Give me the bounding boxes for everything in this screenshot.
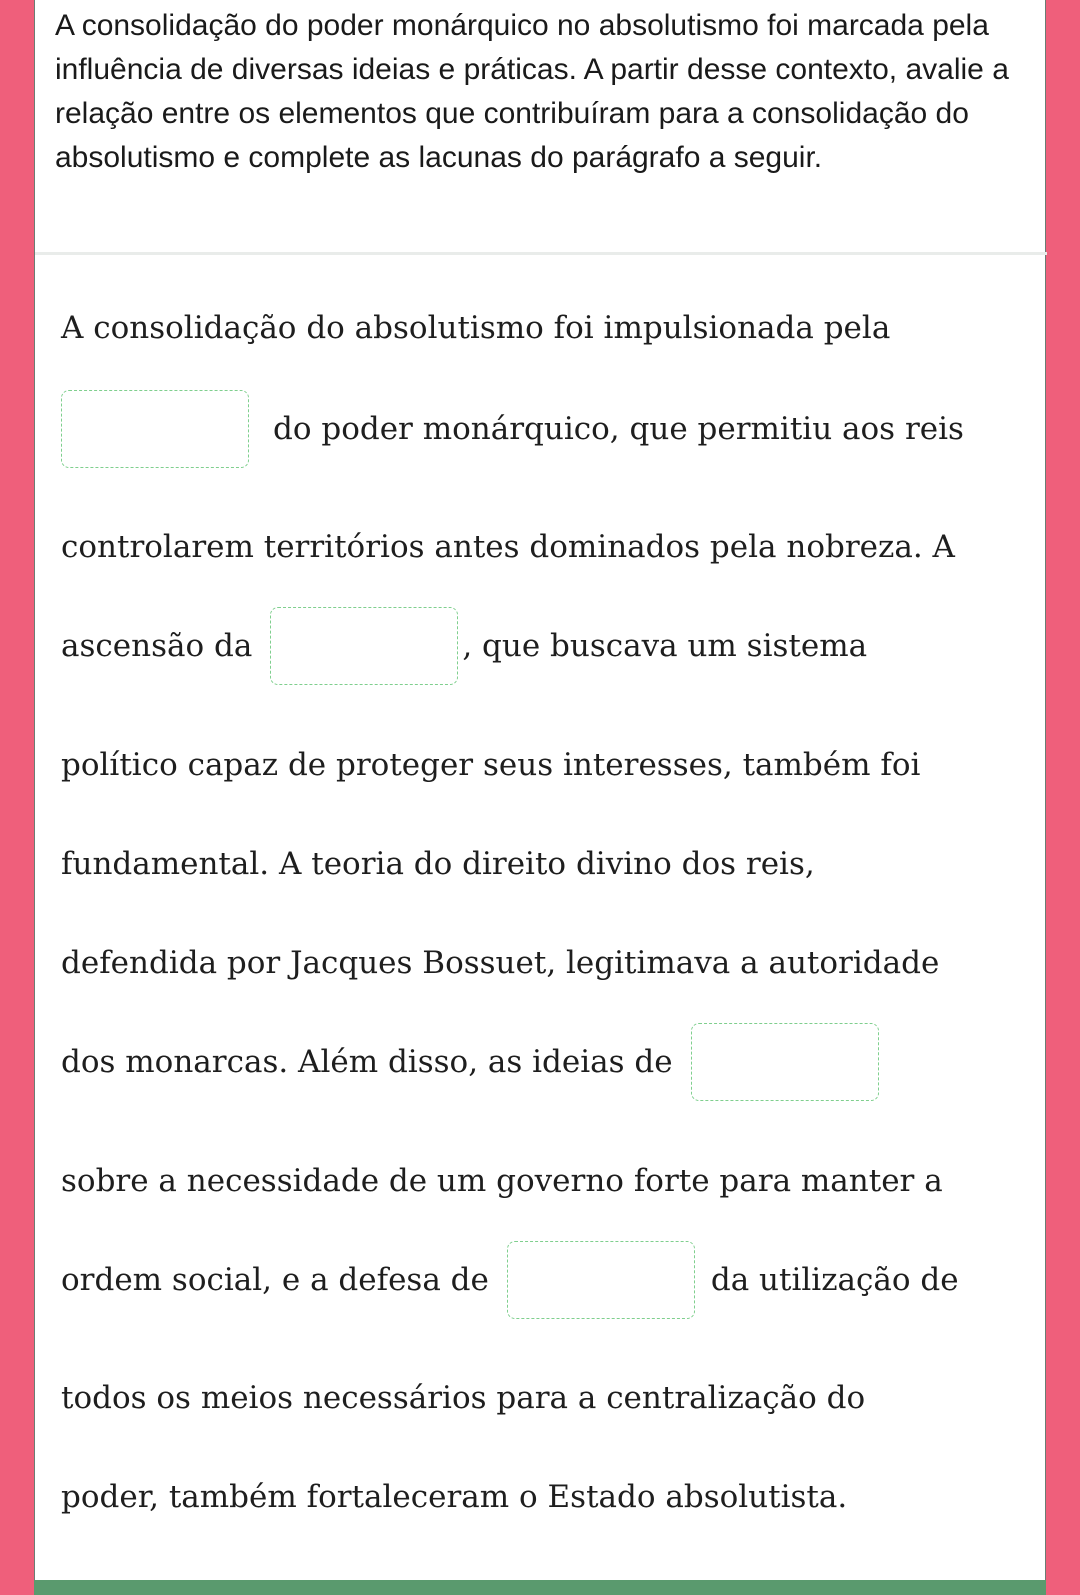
blank-slot-1[interactable]	[61, 390, 249, 468]
paragraph-line	[61, 626, 867, 666]
paragraph-line	[61, 1161, 943, 1201]
paragraph-line	[61, 1477, 847, 1517]
paragraph-text: controlarem territórios antes dominados pela nobreza. A	[61, 529, 955, 565]
paragraph-line	[61, 409, 964, 449]
paragraph-line	[61, 943, 939, 983]
paragraph-text: poder, também fortaleceram o Estado absolutista.	[61, 1479, 848, 1515]
paragraph-line	[61, 308, 890, 348]
bottom-accent-bar	[34, 1580, 1046, 1595]
paragraph-text: da utilização de	[710, 1262, 959, 1298]
paragraph-line	[61, 527, 955, 567]
paragraph-text: político capaz de proteger seus interesses, também foi	[61, 747, 921, 783]
divider	[35, 252, 1047, 255]
blank-slot-3[interactable]	[691, 1023, 879, 1101]
paragraph-line	[61, 1378, 865, 1418]
question-text: A consolidação do poder monárquico no absolutismo foi marcada pela influência de diversas ideias e práticas. A partir desse contexto, avalie a relação entre os elementos que contribuíram para a consolidação do absolutismo e complete as lacunas do parágrafo a seguir.	[55, 9, 1009, 174]
paragraph-text: defendida por Jacques Bossuet, legitimava a autoridade	[61, 945, 940, 981]
paragraph-text: do poder monárquico, que permitiu aos reis	[273, 411, 964, 447]
paragraph-text: todos os meios necessários para a centralização do	[61, 1380, 866, 1416]
blank-slot-2[interactable]	[270, 607, 458, 685]
paragraph-text: fundamental. A teoria do direito divino dos reis,	[61, 846, 815, 882]
paragraph-text: A consolidação do absolutismo foi impulsionada pela	[61, 310, 891, 346]
paragraph-line	[61, 745, 920, 785]
paragraph-text: ordem social, e a defesa de	[61, 1262, 489, 1298]
paragraph-line	[61, 1042, 879, 1082]
paragraph-line	[61, 1260, 959, 1300]
paragraph-text: dos monarcas. Além disso, as ideias de	[61, 1044, 673, 1080]
question-card	[34, 0, 1046, 1580]
paragraph-text: ascensão da	[61, 628, 253, 664]
paragraph-line	[61, 844, 815, 884]
paragraph-text: , que buscava um sistema	[462, 628, 868, 664]
paragraph-text: sobre a necessidade de um governo forte para manter a	[61, 1163, 943, 1199]
blank-slot-4[interactable]	[507, 1241, 695, 1319]
